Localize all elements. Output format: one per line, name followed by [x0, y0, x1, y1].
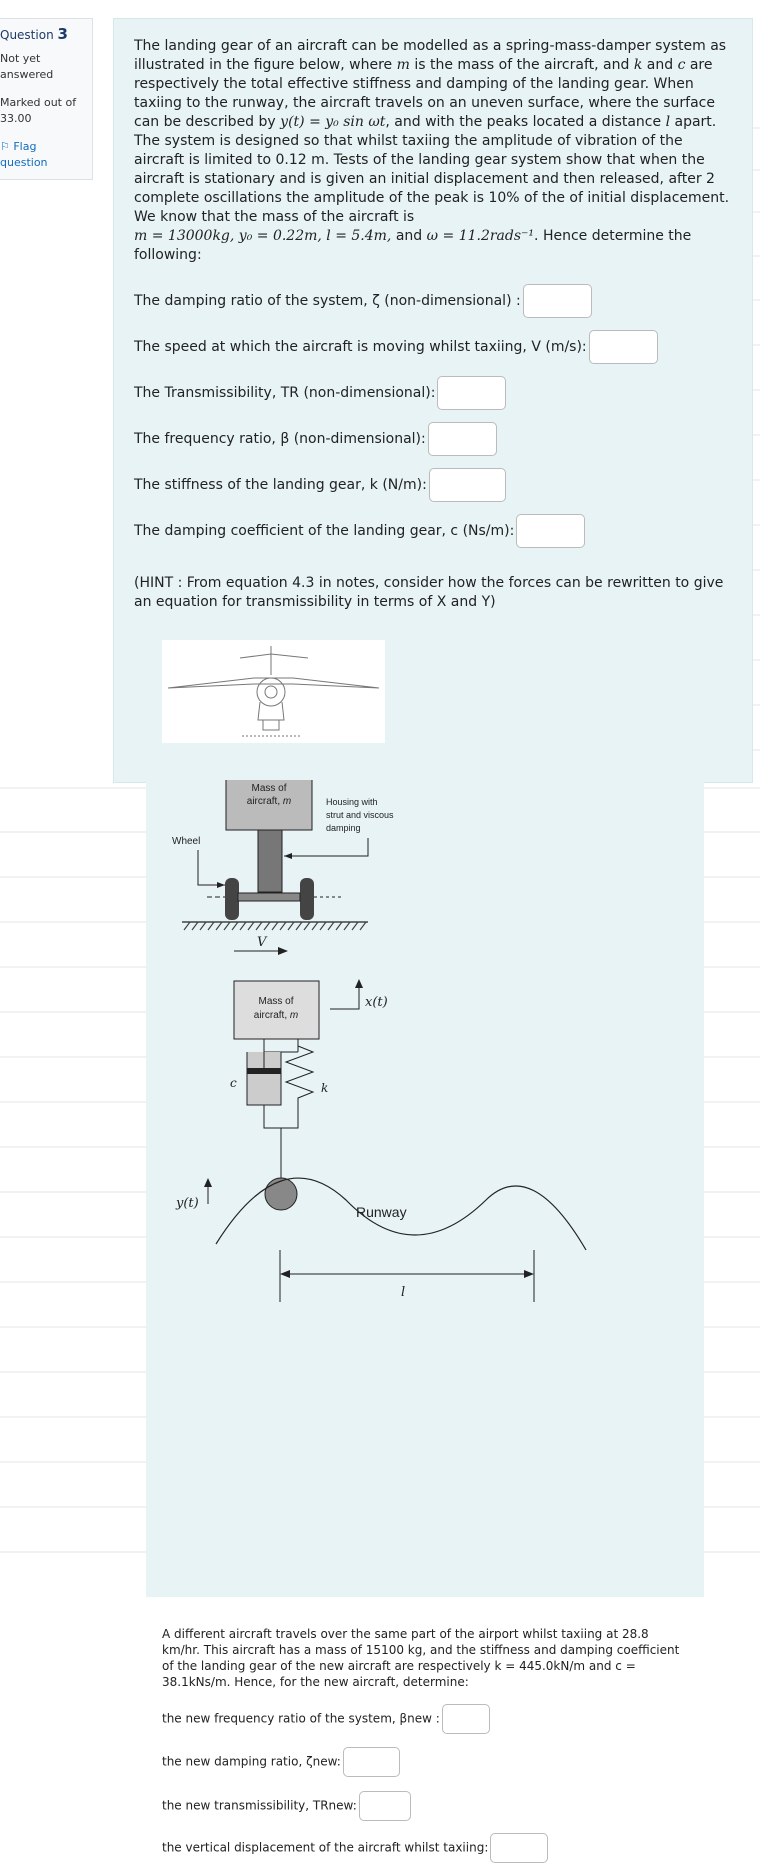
new-transmissibility-input[interactable]: [359, 1791, 411, 1821]
stiffness-input[interactable]: [429, 468, 506, 502]
mass-label-bottom: Mass of: [258, 996, 294, 1007]
runway-label: Runway: [356, 1204, 407, 1220]
frequency-ratio-row: The frequency ratio, β (non-dimensional):: [134, 422, 497, 456]
question-number: Question 3: [0, 25, 68, 43]
vertical-displacement-input[interactable]: [490, 1833, 548, 1863]
question-marks: Marked out of 33.00: [0, 96, 77, 125]
taxi-speed-input[interactable]: [589, 330, 658, 364]
question-text: The landing gear of an aircraft can be modelled as a spring-mass-damper system as illustrated in the figure below, where m is the mass of the aircraft, and k and c are respectively the total effective stiffness and damping of the landing gear. When taxiing to the runway, the aircraft travels on an uneven surface, where the surface can be described by y(t) = y₀ sin ωt, and with the peaks located a distance l apart. The system is designed so that whilst taxiing the amplitude of vibration of the aircraft is limited to 0.12 m. Tests of the landing gear system show that when the aircraft is stationary and is given an initial displacement and then released, after 2 complete oscillations the amplitude of the peak is 10% of the of initial displacement. We know that the mass of the aircraft is m = 13000kg, y₀ = 0.22m, l = 5.4m, and ω = 11.2rads⁻¹. Hence determine the following:: [134, 38, 730, 263]
housing-label: Housing with strut and viscous damping: [326, 797, 394, 833]
vertical-displacement-row: the vertical displacement of the aircraft whilst taxiing:: [162, 1833, 548, 1863]
k-label: k: [321, 1081, 329, 1095]
stiffness-row: The stiffness of the landing gear, k (N/m):: [134, 468, 506, 502]
damping-coefficient-row: The damping coefficient of the landing gear, c (Ns/m):: [134, 514, 585, 548]
spring-mass-damper-model: [175, 979, 586, 1302]
x-label: x(t): [365, 995, 388, 1010]
velocity-label: V: [257, 935, 267, 950]
landing-gear-sketch: [172, 780, 396, 955]
l-label: l: [401, 1285, 406, 1300]
question-status: Not yet answered: [0, 52, 54, 81]
flag-icon: ⚐: [0, 140, 14, 153]
aircraft-front-view: [162, 640, 385, 743]
flag-question-link[interactable]: ⚐ Flag question: [0, 140, 48, 169]
question-lower-panel: [146, 780, 704, 1855]
new-frequency-ratio-input[interactable]: [442, 1704, 490, 1734]
y-label: y(t): [176, 1196, 199, 1211]
question-text-panel: [113, 18, 753, 783]
question-info-box: [0, 18, 93, 180]
damping-ratio-input[interactable]: [523, 284, 592, 318]
transmissibility-row: The Transmissibility, TR (non-dimensional):: [134, 376, 506, 410]
mass-label-bottom-2: aircraft, m: [253, 1010, 299, 1021]
hint-text: (HINT : From equation 4.3 in notes, consider how the forces can be rewritten to give an equation for transmissibility in terms of X and Y): [134, 575, 724, 610]
frequency-ratio-input[interactable]: [428, 422, 497, 456]
damping-coefficient-input[interactable]: [516, 514, 585, 548]
new-damping-ratio-input[interactable]: [343, 1747, 400, 1777]
transmissibility-input[interactable]: [437, 376, 506, 410]
landing-gear-diagram: [146, 780, 704, 1600]
damping-ratio-row: The damping ratio of the system, ζ (non-dimensional) :: [134, 284, 592, 318]
mass-label-top: Mass of: [251, 783, 287, 794]
new-frequency-ratio-row: the new frequency ratio of the system, βnew :: [162, 1704, 490, 1734]
c-label: c: [230, 1076, 237, 1090]
mass-label-top-2: aircraft, m: [246, 796, 292, 807]
taxi-speed-row: The speed at which the aircraft is moving whilst taxiing, V (m/s):: [134, 330, 658, 364]
new-transmissibility-row: the new transmissibility, TRnew:: [162, 1791, 411, 1821]
wheel-label: Wheel: [172, 836, 201, 847]
new-damping-ratio-row: the new damping ratio, ζnew:: [162, 1747, 400, 1777]
part2-intro: A different aircraft travels over the same part of the airport whilst taxiing at 28.8 km/hr. This aircraft has a mass of 15100 kg, and the stiffness and damping coefficient of the landing gear of the new aircraft are respectively k = 445.0kN/m and c = 38.1kNs/m. Hence, for the new aircraft, determine:: [162, 1627, 680, 1689]
